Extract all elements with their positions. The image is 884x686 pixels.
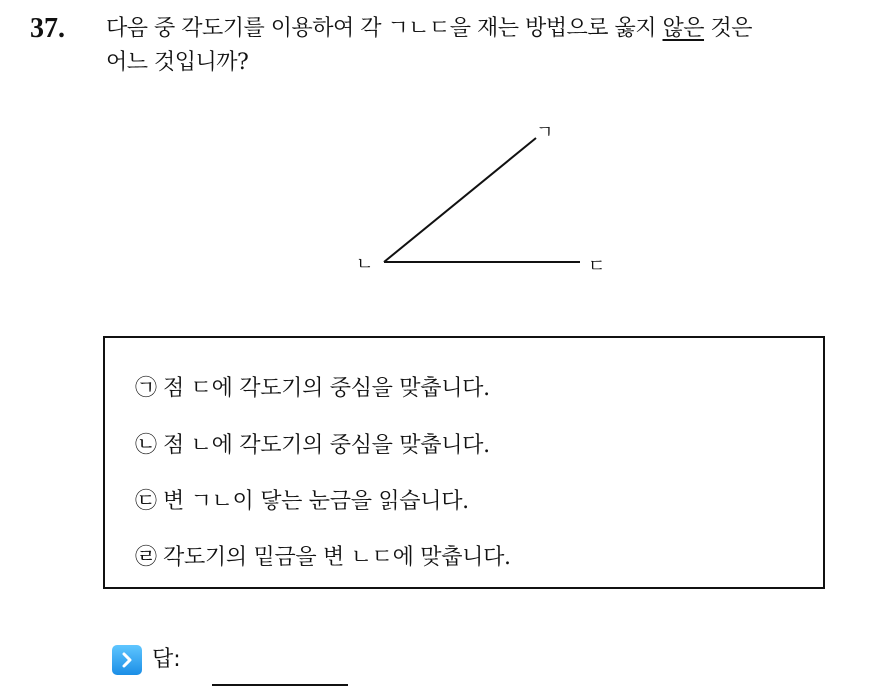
- options-box: [103, 336, 825, 589]
- question-line-2: 어느 것입니까?: [106, 50, 249, 75]
- option-4-text: 각도기의 밑금을 변 ㄴㄷ에 맞춥니다.: [163, 545, 511, 570]
- point-label-top: ㄱ: [536, 122, 554, 143]
- option-3-text: 변 ㄱㄴ이 닿는 눈금을 읽습니다.: [163, 489, 469, 514]
- option-2-text: 점 ㄴ에 각도기의 중심을 맞춥니다.: [163, 433, 490, 458]
- question-line-1-start: 다음 중 각도기를 이용하여 각 ㄱㄴㄷ을 재는 방법으로 옳지: [106, 16, 663, 41]
- chevron-right-icon: [112, 645, 142, 675]
- option-3: [135, 487, 469, 517]
- option-1-text: 점 ㄷ에 각도기의 중심을 맞춥니다.: [163, 376, 490, 401]
- option-1-mark: ㉠: [135, 376, 157, 401]
- point-label-right: ㄷ: [588, 256, 606, 277]
- question-line-1-end: 것은: [704, 16, 753, 41]
- underlined-keyword: 않은: [662, 16, 705, 41]
- angle-diagram: [340, 110, 630, 280]
- answer-row: [112, 640, 181, 680]
- question-number: 37.: [30, 13, 65, 44]
- option-2: [135, 431, 490, 461]
- option-2-mark: ㉡: [135, 433, 157, 458]
- option-1: [135, 374, 490, 404]
- chevron-right-glyph: [118, 651, 136, 669]
- option-3-mark: ㉢: [135, 489, 157, 514]
- question-text: [106, 12, 866, 80]
- answer-label: 답:: [152, 647, 181, 672]
- question-line-1: [106, 12, 866, 46]
- ray-top: [384, 138, 536, 262]
- option-4-mark: ㉣: [135, 545, 157, 570]
- point-label-vertex: ㄴ: [356, 254, 374, 275]
- option-4: [135, 543, 511, 573]
- angle-figure: [340, 110, 630, 280]
